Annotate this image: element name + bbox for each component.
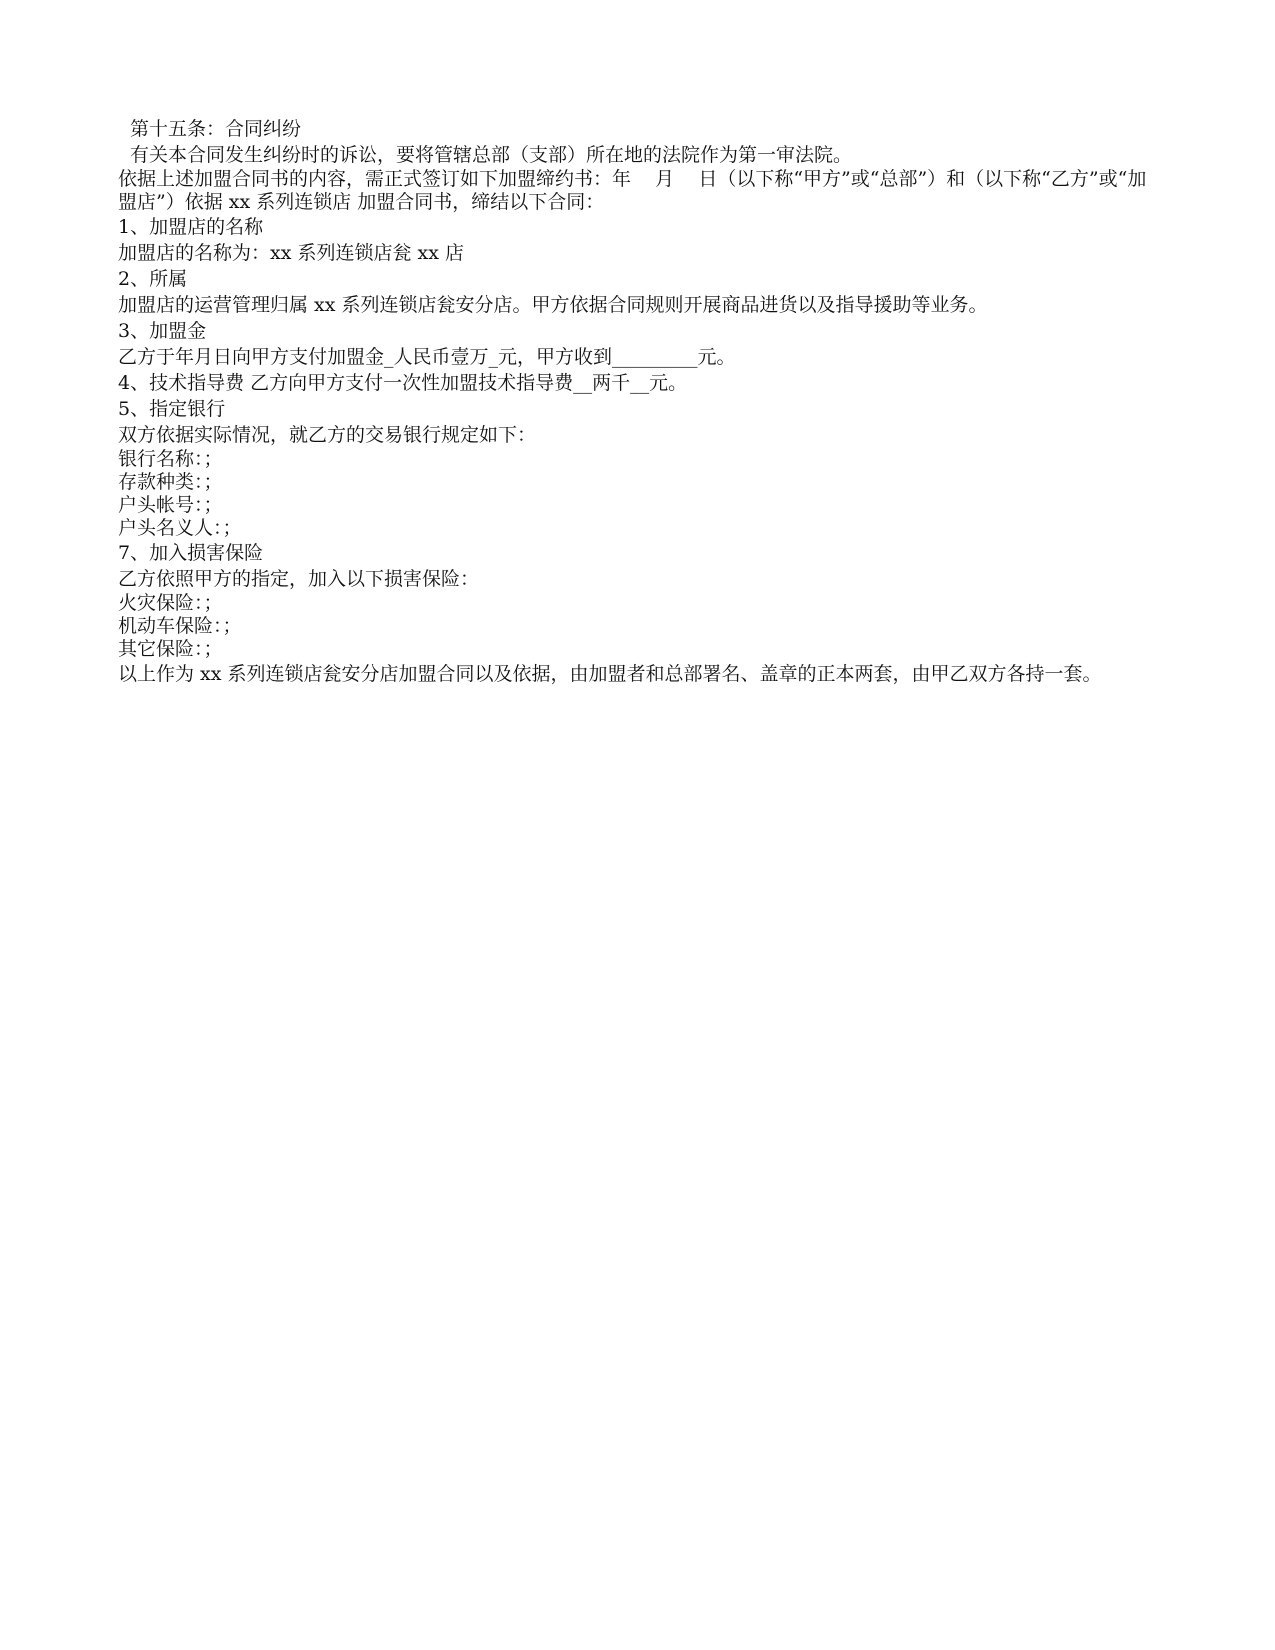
section-2-heading: 2、所属: [118, 268, 188, 290]
section-3-body: 乙方于年月日向甲方支付加盟金_人民币壹万_元，甲方收到_________元。: [118, 346, 736, 368]
deposit-type-line: 存款种类：；: [118, 471, 223, 493]
section-2-body: 加盟店的运营管理归属 xx 系列连锁店瓮安分店。甲方依据合同规则开展商品进货以及指导援助等业务。: [118, 294, 988, 316]
section-7-heading: 7、加入损害保险: [118, 542, 264, 564]
other-insurance-line: 其它保险：；: [118, 638, 223, 660]
account-number-line: 户头帐号：；: [118, 494, 223, 516]
closing-paragraph: 以上作为 xx 系列连锁店瓮安分店加盟合同以及依据，由加盟者和总部署名、盖章的正本两套，由甲乙双方各持一套。: [118, 663, 1102, 685]
section-1-body: 加盟店的名称为：xx 系列连锁店瓮 xx 店: [118, 242, 464, 264]
section-5-body: 双方依据实际情况，就乙方的交易银行规定如下：: [118, 424, 537, 446]
contract-intro: 依据上述加盟合同书的内容，需正式签订如下加盟缔约书：年 月 日（以下称“甲方”或“总部”）和（以下称“乙方”或“加盟店”）依据 xx 系列连锁店 加盟合同书，缔结以下合同：: [118, 168, 1147, 213]
fire-insurance-line: 火灾保险：；: [118, 592, 223, 614]
article-15-title: 第十五条：合同纠纷: [130, 118, 302, 140]
section-4-line: 4、技术指导费 乙方向甲方支付一次性加盟技术指导费__两千__元。: [118, 372, 688, 394]
article-15-body: 有关本合同发生纠纷时的诉讼，要将管辖总部（支部）所在地的法院作为第一审法院。: [130, 144, 853, 166]
bank-name-line: 银行名称：；: [118, 448, 223, 470]
section-5-heading: 5、指定银行: [118, 398, 226, 420]
vehicle-insurance-line: 机动车保险：；: [118, 615, 242, 637]
section-1-heading: 1、加盟店的名称: [118, 216, 264, 238]
document-content: [118, 116, 1160, 687]
section-7-body: 乙方依照甲方的指定，加入以下损害保险：: [118, 568, 480, 590]
account-holder-line: 户头名义人：；: [118, 517, 242, 539]
section-3-heading: 3、加盟金: [118, 320, 207, 342]
